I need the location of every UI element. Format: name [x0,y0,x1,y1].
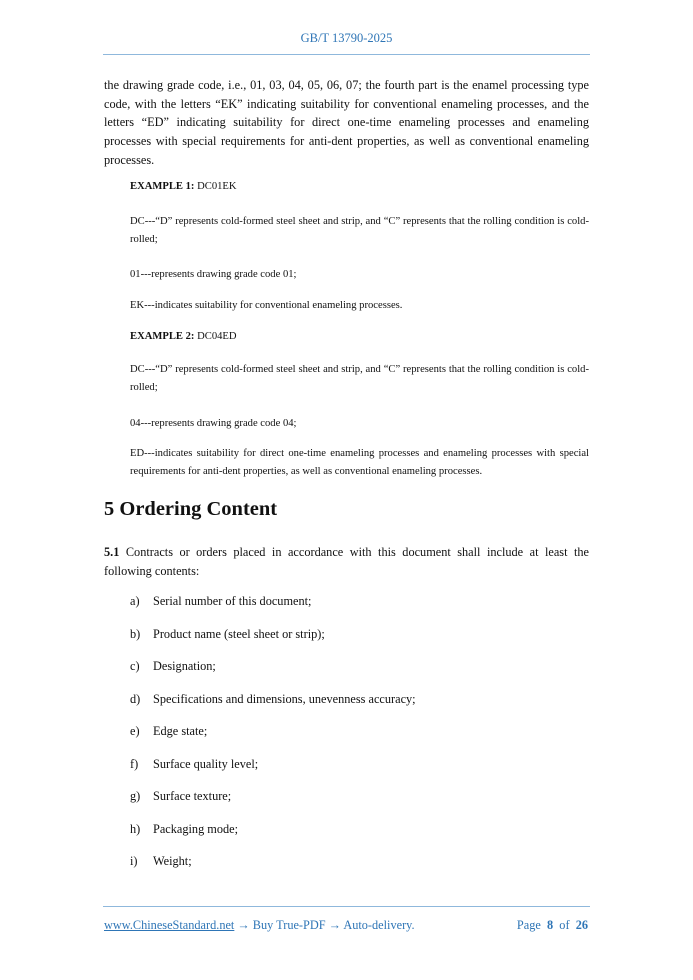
footer-tagline: → Buy True-PDF → Auto-delivery. [234,918,415,932]
section-heading: 5 Ordering Content [104,498,278,520]
example-label: EXAMPLE 2: [130,331,195,342]
list-marker: g) [130,789,141,803]
list-item [130,854,192,869]
list-text: Surface quality level; [153,756,259,771]
list-item [130,724,207,739]
list-item [130,822,238,837]
list-text: Packaging mode; [153,821,239,836]
example-1-title [130,178,589,196]
example-line: 04---represents drawing grade code 04; [130,418,297,429]
example-code: DC01EK [197,181,237,192]
list-marker: i) [130,854,138,868]
list-text: Weight; [153,854,192,868]
list-text: Specifications and dimensions, unevenness accuracy; [153,691,416,706]
of-word: of [559,918,570,932]
list-marker: b) [130,626,141,641]
example-label: EXAMPLE 1: [130,181,195,192]
example-line: DC---“D” represents cold-formed steel sheet and strip, and “C” represents that the rolling condition is cold-rolled; [130,364,589,393]
example-code: DC04ED [197,331,237,342]
list-marker: e) [130,724,140,738]
list-text: Product name (steel sheet or strip); [153,626,325,641]
list-text: Designation; [153,659,216,673]
header-rule [103,54,590,55]
list-text: Serial number of this document; [153,594,312,608]
list-item [130,789,231,804]
example-2-title [130,328,589,346]
list-item [130,594,311,609]
total-pages: 26 [575,918,588,932]
clause-number: 5.1 [104,545,120,559]
list-item [130,692,416,707]
example-line: 01---represents drawing grade code 01; [130,269,297,280]
clause-text: Contracts or orders placed in accordance with this document shall include at least the following contents: [104,545,589,578]
page-word: Page [516,918,541,932]
example-line: ED---indicates suitability for direct one-time enameling processes and enameling processes with special requirements for anti-dent properties, as well as conventional enameling processes. [130,448,589,477]
page-number [517,918,588,933]
example-line: EK---indicates suitability for conventional enameling processes. [130,300,403,311]
current-page: 8 [546,918,554,932]
list-item [130,757,258,772]
example-line: DC---“D” represents cold-formed steel sheet and strip, and “C” represents that the rolling condition is cold-rolled; [130,216,589,245]
list-marker: f) [130,756,139,771]
list-text: Edge state; [153,724,208,738]
running-header: GB/T 13790-2025 [300,31,393,45]
list-marker: d) [130,691,141,706]
footer [104,918,588,933]
website-link[interactable]: www.ChineseStandard.net [104,918,235,932]
clause-5-1 [104,543,589,580]
intro-paragraph: the drawing grade code, i.e., 01, 03, 04, 05, 06, 07; the fourth part is the enamel processing type code, with the letters “EK” indicating suitability for conventional enameling processes, and the letters “ED” indicating suitability for direct one-time enameling processes and enameling processes with special requirements for anti-dent properties, as well as conventional enameling processes. [104,78,589,167]
footer-rule [103,906,590,907]
list-marker: c) [130,659,140,673]
list-item [130,659,216,674]
list-item [130,627,325,642]
list-text: Surface texture; [153,789,232,803]
list-marker: a) [130,594,140,608]
list-marker: h) [130,821,141,836]
